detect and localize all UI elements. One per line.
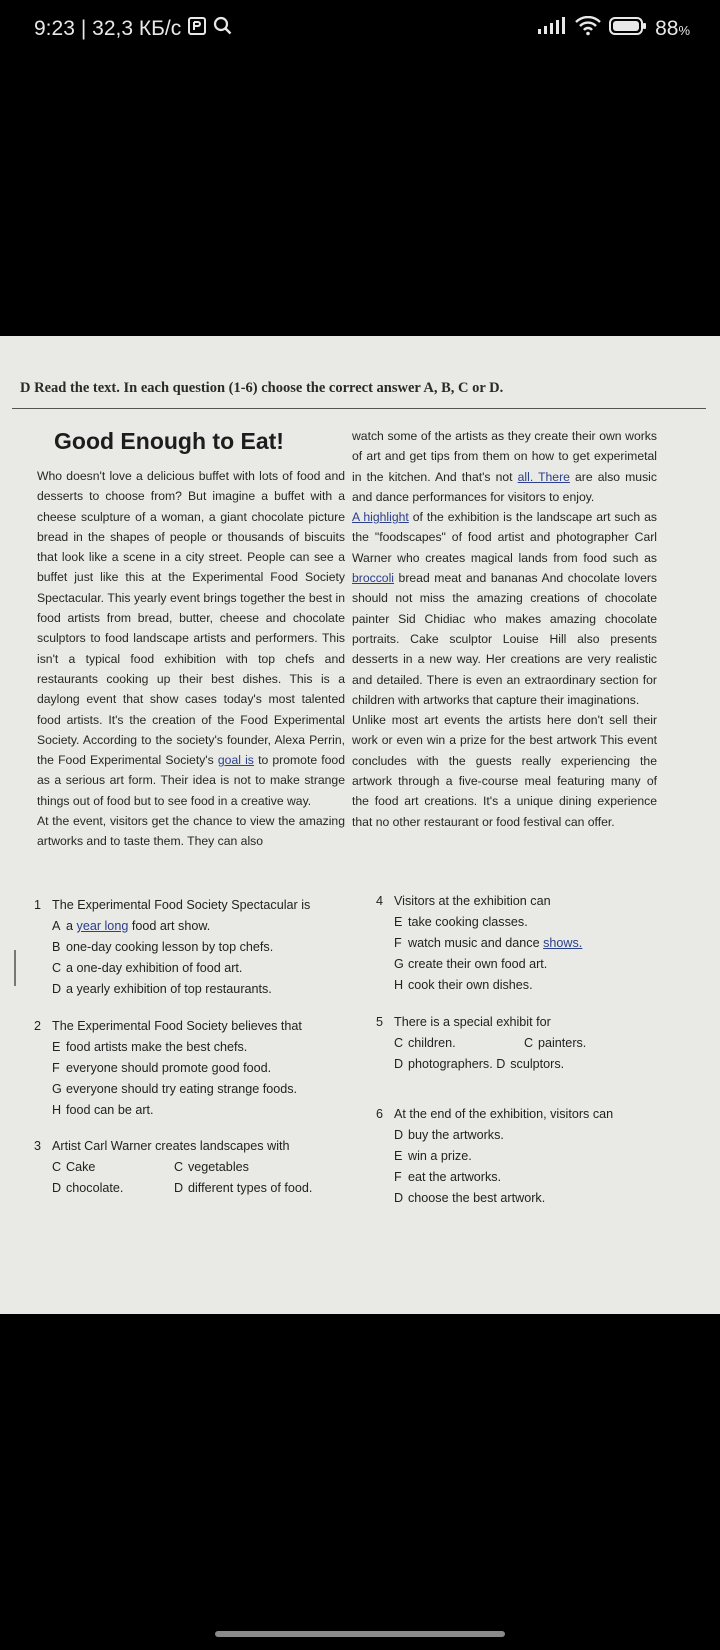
answer-option: E food artists make the best chefs.	[52, 1040, 248, 1054]
answer-option: D photographers.	[394, 1057, 493, 1071]
answer-option: H food can be art.	[52, 1103, 154, 1117]
signal-icon	[537, 17, 567, 41]
question-4: 4 Visitors at the exhibition can E take cooking classes. F watch music and dance shows. G create their own food art. H cook their own dishes.	[376, 891, 582, 996]
article-column-right	[352, 426, 657, 832]
textbook-page-photo	[0, 336, 720, 1314]
underlined-phrase: all. There	[517, 469, 570, 484]
answer-option: D choose the best artwork.	[394, 1191, 546, 1205]
screen-record-icon	[187, 16, 207, 42]
question-3: 3 Artist Carl Warner creates landscapes with C Cake C vegetables D chocolate. D different types of food.	[34, 1136, 312, 1199]
article-paragraph: Unlike most art events the artists here don't sell their work or even win a prize for the best artwork This event concludes with the guests really experiencing the artwork through a five-course meal featuring many of the food art creations. It's a unique dining experience that no other restaurant or food festival can offer.	[352, 713, 657, 829]
battery-icon	[609, 16, 647, 42]
answer-option: C Cake	[52, 1160, 96, 1174]
answer-option: E win a prize.	[394, 1149, 472, 1163]
answer-option: B one-day cooking lesson by top chefs.	[52, 940, 274, 954]
answer-option: F everyone should promote good food.	[52, 1061, 272, 1075]
underlined-phrase: shows.	[543, 936, 583, 950]
task-instruction: D Read the text. In each question (1-6) choose the correct answer A, B, C or D.	[20, 380, 504, 396]
answer-option: D sculptors.	[496, 1057, 565, 1071]
answer-option: A a year long food art show.	[52, 919, 211, 933]
status-bar-right	[537, 16, 690, 42]
underlined-phrase: A highlight	[352, 510, 409, 525]
answer-option: F eat the artworks.	[394, 1170, 502, 1184]
article-column-left	[37, 466, 345, 852]
answer-option: D buy the artworks.	[394, 1128, 504, 1142]
article-paragraph: A highlight of the exhibition is the landscape art such as the "foodscapes" of food artist and photographer Carl Warner who creates magical lands from food such as broccoli bread meat and bananas And chocolate lovers should not miss the amazing creations of chocolate painter Sid Chidiac who makes amazing chocolate portraits. Cake sculptor Louise Hill also presents desserts in a new way. Her creations are very realistic and detailed. There is even an extraordinary section for children with artworks that capture their imaginations.	[352, 510, 657, 707]
status-bar-left	[34, 16, 233, 42]
network-speed: | 32,3 КБ/с	[80, 17, 182, 40]
pencil-mark	[14, 950, 16, 986]
answer-option: G create their own food art.	[394, 957, 548, 971]
underlined-phrase: broccoli	[352, 571, 394, 586]
battery-level: 88%	[655, 17, 690, 40]
answer-option: D a yearly exhibition of top restaurants.	[52, 982, 272, 996]
answer-option: G everyone should try eating strange foods.	[52, 1082, 298, 1096]
status-bar	[0, 0, 720, 60]
answer-option: C painters.	[524, 1036, 587, 1050]
clock: 9:23	[34, 17, 75, 40]
underlined-phrase: year long	[76, 919, 129, 933]
question-2: 2 The Experimental Food Society believes that E food artists make the best chefs. F everyone should promote good food. G everyone should try eating strange foods. H food can be art.	[34, 1016, 302, 1121]
question-5: 5 There is a special exhibit for C children. C painters. D photographers. D sculptors.	[376, 1012, 586, 1075]
question-6: 6 At the end of the exhibition, visitors can D buy the artworks. E win a prize. F eat the artworks. D choose the best artwork.	[376, 1104, 613, 1209]
home-indicator[interactable]	[215, 1631, 505, 1637]
answer-option: E take cooking classes.	[394, 915, 528, 929]
article-paragraph: Who doesn't love a delicious buffet with lots of food and desserts to choose from? But imagine a buffet with a cheese sculpture of a woman, a giant chocolate picture bread in the shapes of people or thousands of biscuits that look like a scene in a city street. People can see a buffet just like this at the Experimental Food Society Spectacular. This yearly event brings together the best in food artists from bread, butter, cheese and chocolate sculptors to food landscape artists and performers. This isn't a typical food exhibition with top chefs and restaurants cooking up their best dishes. This is a daylong event that show cases today's most talented food artists. It's the creation of the Food Experimental Society. According to the society's founder, Alexa Perrin, the Food Experimental Society's goal is to promote food as a serious art form. Their idea is not to make strange things out of food but to see food in a creative way.	[37, 469, 345, 808]
answer-option: D chocolate.	[52, 1181, 124, 1195]
article-title: Good Enough to Eat!	[54, 428, 284, 454]
underlined-phrase: goal is	[217, 753, 254, 768]
search-icon	[213, 16, 233, 42]
answer-option: F watch music and dance shows.	[394, 936, 583, 950]
answer-option: C a one-day exhibition of food art.	[52, 961, 243, 975]
article-paragraph: watch some of the artists as they create their own works of art and get tips from them on how to get experimetal in the kitchen. And that's not all. There are also music and dance performances for visitors to enjoy.	[352, 429, 657, 504]
answer-option: D different types of food.	[174, 1181, 313, 1195]
answer-option: C vegetables	[174, 1160, 249, 1174]
answer-option: H cook their own dishes.	[394, 978, 533, 992]
article-paragraph: At the event, visitors get the chance to view the amazing artworks and to taste them. They can also	[37, 814, 345, 849]
divider	[12, 408, 706, 409]
answer-option: C children.	[394, 1036, 456, 1050]
wifi-icon	[575, 16, 601, 42]
question-1: 1 The Experimental Food Society Spectacular is A a year long food art show. B one-day cooking lesson by top chefs. C a one-day exhibition of food art. D a yearly exhibition of top restaurants.	[34, 895, 310, 1000]
